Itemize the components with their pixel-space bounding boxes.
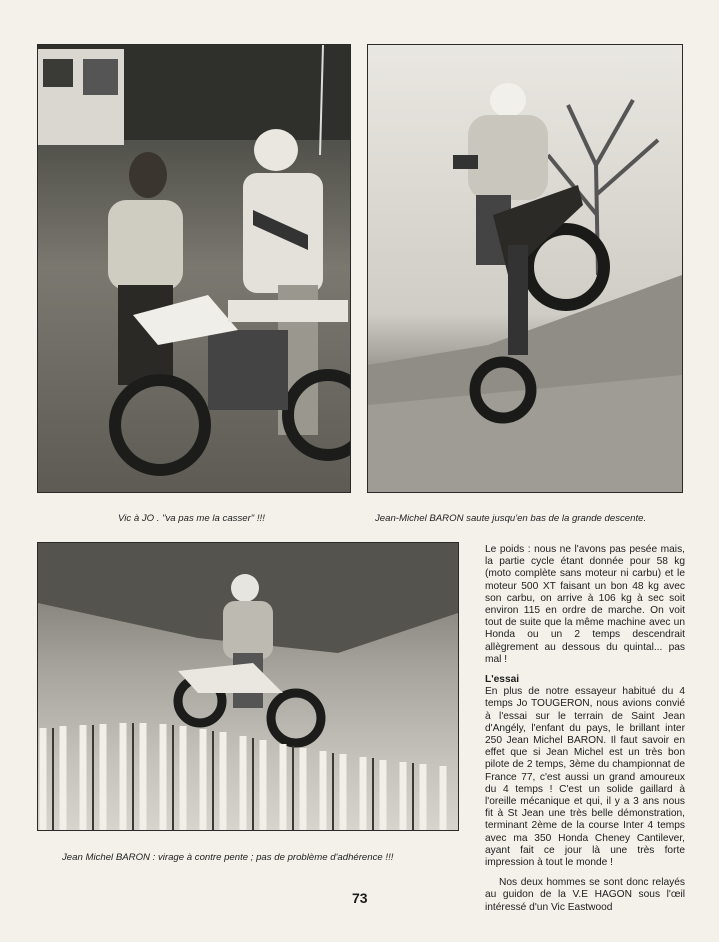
- article-paragraph-weight: Le poids : nous ne l'avons pas pesée mais, la partie cycle étant donnée pour 58 kg (moto complète sans moteur ni carbu) et le moteur 500 XT faisant un bon 48 kg avec son carbu, on arrive à 106 kg à sec soit environ 115 en ordre de marche. On voit tout de suite que la même machine avec un Honda ou un 2 temps descendrait allègrement au dessous du quintal... pas mal !: [485, 544, 685, 665]
- photo-1-image: [38, 45, 350, 492]
- page-number: 73: [352, 890, 368, 906]
- caption-photo-3: Jean Michel BARON : virage à contre pente ; pas de problème d'adhérence !!!: [62, 852, 394, 863]
- caption-photo-2: Jean-Michel BARON saute jusqu'en bas de la grande descente.: [375, 513, 647, 524]
- photo-vic-and-jo: [37, 44, 351, 493]
- article-paragraph-test: En plus de notre essayeur habitué du 4 temps Jo TOUGERON, nous avions convié à l'essai sur le terrain de Saint Jean d'Angély, l'enfant du pays, le brillant inter 250 Jean Michel BARON. Il faut savoir en effet que si Jean Michel est un très bon pilote de 2 temps, 3ème du championnat de France 77, c'est aussi un grand amoureux du 4 temps ! C'est un solide gaillard à l'oreille mécanique et qui, il y a 3 ans nous fit à St Jean une très belle démonstration, terminant 2ème de la course Inter 4 temps avec ma 350 Honda Cheney Cantilever, ayant fait ce jour là une très forte impression à tout le monde !: [485, 686, 685, 869]
- photo-baron-corner: [37, 542, 459, 831]
- photo-3-image: [38, 543, 458, 830]
- photo-2-image: [368, 45, 682, 492]
- article-paragraph-riders: Nos deux hommes se sont donc relayés au guidon de la V.E HAGON sous l'œil intéressé d'un Vic Eastwood: [485, 877, 685, 913]
- article-column: [485, 544, 685, 914]
- photo-baron-jump: [367, 44, 683, 493]
- caption-photo-1: Vic à JO . "va pas me la casser" !!!: [118, 513, 265, 524]
- article-heading-essai: L'essai: [485, 674, 520, 686]
